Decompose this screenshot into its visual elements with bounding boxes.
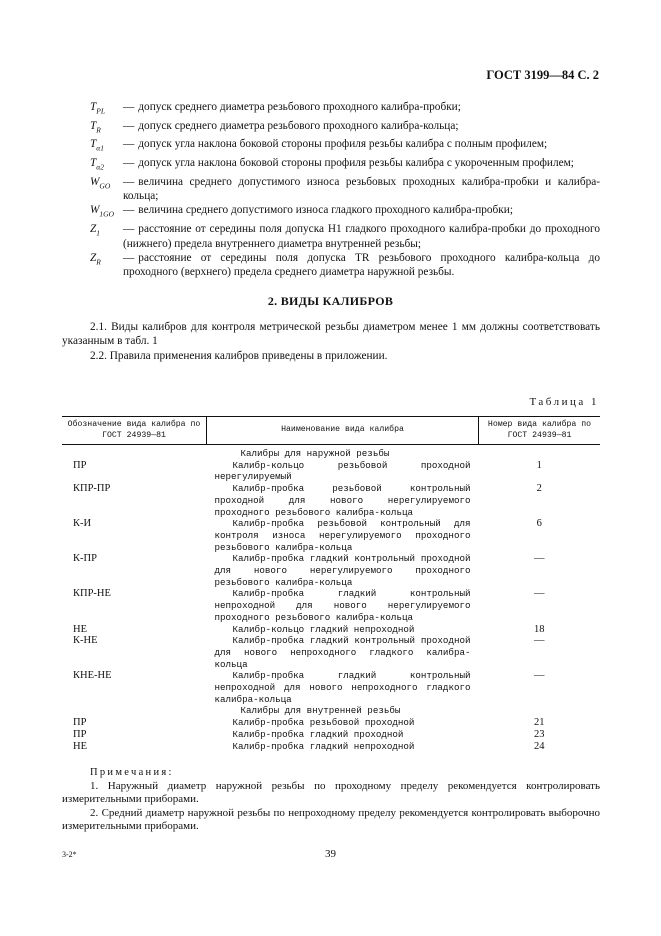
definition-item: $Z_1$ — расстояние от середины поля допуска H1 гладкого проходного калибра-пробки до проходного (нижнего) предела внутреннего диаметра внутренней резьбы; [90,223,600,250]
page-number: 39 [325,848,336,860]
table-row: НЕ Калибр-кольцо гладкий непроходной 18 [73,623,545,635]
paragraph-2-1: 2.1. Виды калибров для контроля метрической резьбы диаметром менее 1 мм должны соответствовать указанным в табл. 1 [62,321,600,348]
definitions-list [90,100,600,280]
calibers-table [62,416,600,752]
definition-item: $T_{PL}$ — допуск среднего диаметра резьбового проходного калибра-пробки; [90,101,461,116]
notes [62,766,600,834]
table-row: КНЕ-НЕ Калибр-пробка гладкий контрольный непроходной для нового непроходного гладкого калибра-кольца — [73,670,545,705]
table-row: НЕ Калибр-пробка гладкий непроходной 24 [73,740,545,752]
table-row: ПР Калибр-пробка резьбовой проходной 21 [73,717,545,729]
header-name: Наименование вида калибра [207,417,479,445]
table-row: КПР-ПР Калибр-пробка резьбовой контрольный проходной для нового нерегулируемого проходного резьбового калибра-кольца 2 [73,483,542,518]
definition-item: $T_R$ — допуск среднего диаметра резьбового проходного калибра-кольца; [90,119,459,134]
definition-item: $T_{\alpha 2}$ — допуск угла наклона боковой стороны профиля резьбы калибра с укороченным профилем; [90,156,574,172]
definition-item: $W_{GO}$ — величина среднего допустимого износа резьбовых проходных калибра-пробки и калибра-кольца; [90,175,600,203]
table-row: КПР-НЕ Калибр-пробка гладкий контрольный непроходной для нового нерегулируемого проходного резьбового калибра-кольца — [73,588,545,623]
notes-heading: Примечания: [90,767,174,778]
footer-signature: 3-2* [62,850,77,859]
page-header: ГОСТ 3199—84 С. 2 [486,68,599,82]
table-row: К-ПР Калибр-пробка гладкий контрольный проходной для нового нерегулируемого проходного резьбового калибра-кольца — [73,553,545,588]
group-internal: Калибры для внутренней резьбы [240,705,401,717]
header-number: Номер вида калибра по ГОСТ 24939—81 [479,417,601,445]
table-row: ПР Калибр-кольцо резьбовой проходной нерегулируемый 1 [73,459,542,483]
note-2: 2. Средний диаметр наружной резьбы по непроходному пределу рекомендуется контролировать выборочно измерительными приборами. [62,806,600,833]
table-row: К-НЕ Калибр-пробка гладкий контрольный проходной для нового непроходного гладкого калибра-кольца — [73,635,545,670]
table-row: ПР Калибр-пробка гладкий проходной 23 [73,728,545,740]
table-row: К-И Калибр-пробка резьбовой контрольный для контроля износа нерегулируемого проходного резьбового калибра-кольца 6 [73,518,542,553]
header-code: Обозначение вида калибра по ГОСТ 24939—81 [62,417,207,445]
group-external: Калибры для наружной резьбы [240,448,390,459]
note-1: 1. Наружный диаметр наружной резьбы по проходному пределу рекомендуется контролировать измерительными приборами. [62,779,600,806]
table-caption: Таблица 1 [529,396,599,408]
definition-item: $W_{1GO}$ — величина среднего допустимого износа гладкого проходного калибра-пробки; [90,204,513,219]
definition-item: $T_{\alpha 1}$ — допуск угла наклона боковой стороны профиля резьбы калибра с полным профилем; [90,138,548,153]
section-title: 2. ВИДЫ КАЛИБРОВ [267,294,394,308]
paragraph-2-2: 2.2. Правила применения калибров приведены в приложении. [90,350,388,362]
definition-item: $Z_R$ — расстояние от середины поля допуска TR резьбового проходного калибра-кольца до проходного (верхнего) предела среднего диаметра наружной резьбы. [90,251,600,279]
